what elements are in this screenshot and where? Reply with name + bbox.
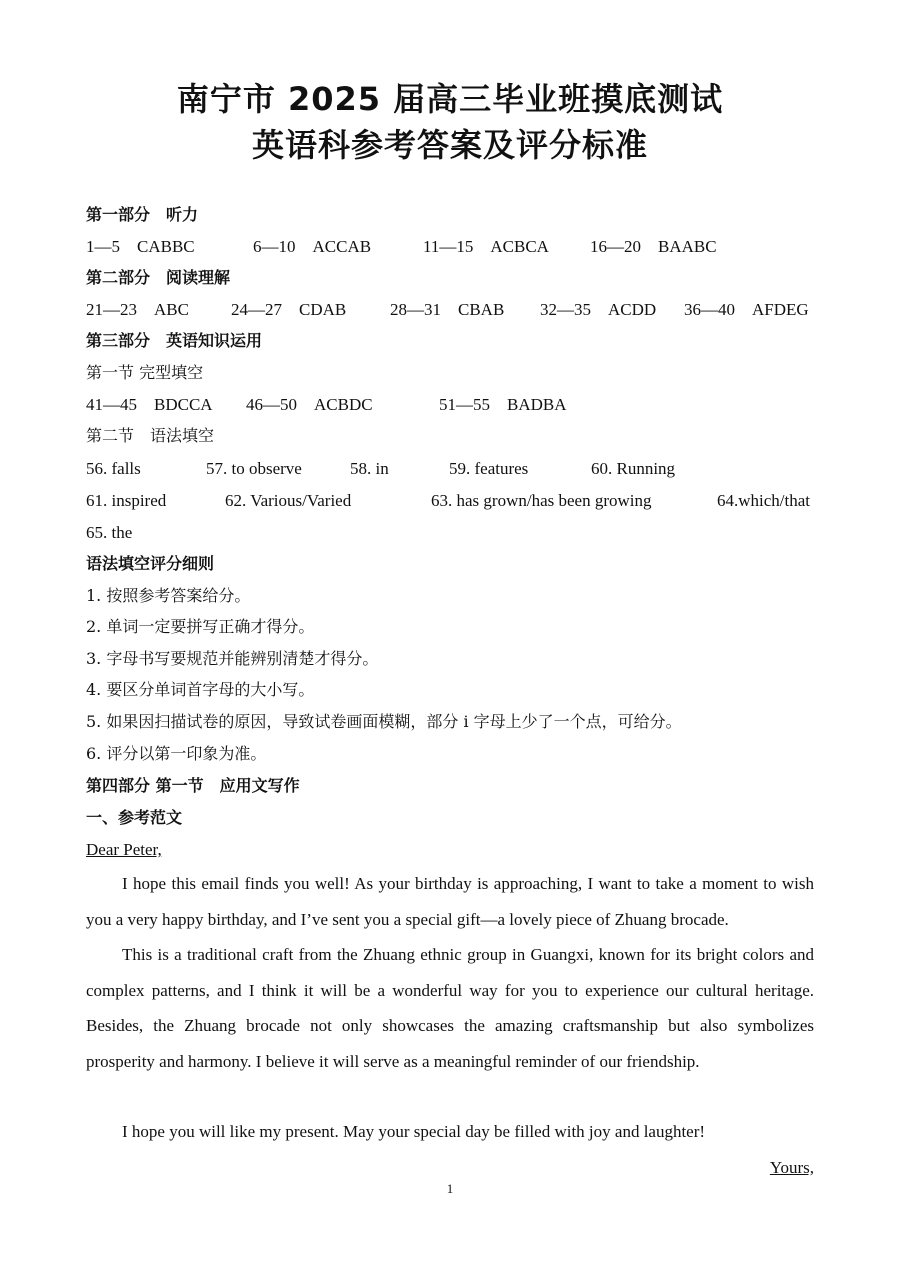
- part4-heading: 第四部分 第一节 应用文写作: [86, 776, 300, 795]
- answer-group: 41—45 BDCCA: [86, 395, 213, 414]
- grammar-answer: 64.which/that: [717, 491, 811, 510]
- doc-title-line1: 南宁市 2025 届高三毕业班摸底测试: [176, 80, 724, 118]
- grading-rule: 3. 字母书写要规范并能辨别清楚才得分。: [86, 649, 379, 668]
- answer-group: 32—35 ACDD: [540, 300, 657, 319]
- grading-rule: 6. 评分以第一印象为准。: [86, 744, 267, 763]
- page-number: 1: [446, 1181, 454, 1196]
- letter-salutation: Dear Peter,: [86, 840, 162, 859]
- grading-rule: 5. 如果因扫描试卷的原因，导致试卷画面模糊，部分 i 字母上少了一个点，可给分。: [86, 712, 682, 731]
- answer-group: 16—20 BAABC: [590, 237, 717, 256]
- grading-rule: 2. 单词一定要拼写正确才得分。: [86, 617, 315, 636]
- doc-title-line2: 英语科参考答案及评分标准: [251, 126, 648, 164]
- answer-group: 11—15 ACBCA: [423, 237, 549, 256]
- part2-heading: 第二部分 阅读理解: [86, 268, 231, 287]
- grading-rules-heading: 语法填空评分细则: [86, 554, 215, 573]
- grammar-answer: 62. Various/Varied: [225, 491, 352, 510]
- grammar-answer: 57. to observe: [206, 459, 302, 478]
- answer-group: 6—10 ACCAB: [253, 237, 372, 256]
- grading-rule: 4. 要区分单词首字母的大小写。: [86, 680, 315, 699]
- part3-section1-heading: 第一节 完型填空: [86, 363, 204, 382]
- model-essay-heading: 一、参考范文: [86, 808, 183, 827]
- grammar-answer: 56. falls: [86, 459, 141, 478]
- part1-heading: 第一部分 听力: [86, 205, 199, 224]
- letter-paragraph: I hope you will like my present. May your special day be filled with joy and laughter!: [122, 1122, 706, 1141]
- answer-group: 1—5 CABBC: [86, 237, 195, 256]
- grammar-answer: 59. features: [449, 459, 529, 478]
- answer-group: 36—40 AFDEG: [684, 300, 809, 319]
- grammar-answer: 65. the: [86, 523, 133, 542]
- letter-paragraph: I hope this email finds you well! As your birthday is approaching, I want to take a moment to wish you a very happy birthday, and I’ve sent you a special gift—a lovely piece of Zhuang brocade.: [86, 874, 814, 929]
- part3-section2-heading: 第二节 语法填空: [86, 426, 215, 445]
- grammar-answer: 63. has grown/has been growing: [431, 491, 652, 510]
- answer-group: 46—50 ACBDC: [246, 395, 373, 414]
- part3-heading: 第三部分 英语知识运用: [86, 331, 263, 350]
- grammar-answer: 60. Running: [591, 459, 676, 478]
- answer-group: 21—23 ABC: [86, 300, 189, 319]
- letter-closing: Yours,: [769, 1158, 814, 1177]
- grading-rule: 1. 按照参考答案给分。: [86, 586, 251, 605]
- answer-group: 51—55 BADBA: [439, 395, 567, 414]
- grammar-answer: 61. inspired: [86, 491, 167, 510]
- answer-group: 24—27 CDAB: [231, 300, 347, 319]
- answer-group: 28—31 CBAB: [390, 300, 505, 319]
- grammar-answer: 58. in: [350, 459, 389, 478]
- letter-paragraph: This is a traditional craft from the Zhuang ethnic group in Guangxi, known for its bright colors and complex patterns, and I think it will be a wonderful way for you to experience our cultural heritage. Besides, the Zhuang brocade not only showcases the amazing craftsmanship but also symbolizes prosperity and harmony. I believe it will serve as a meaningful reminder of our friendship.: [86, 945, 814, 1071]
